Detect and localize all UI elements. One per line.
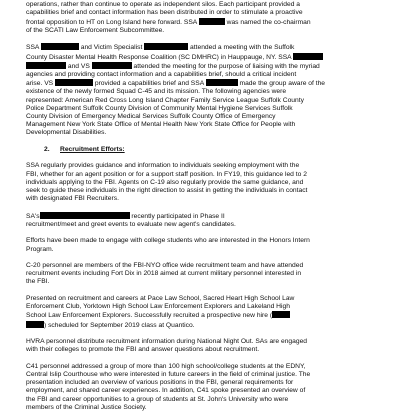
text-line: recently participated in Phase II <box>131 212 225 220</box>
redaction-bar <box>206 79 238 86</box>
text-line: School Law Enforcement Explorers. Successfully recruited a prospective new hire ( <box>26 312 273 320</box>
text-line: Police Department Suffolk County Division of Community Mental Hygiene Services Suffolk <box>26 104 293 112</box>
redaction-bar <box>40 212 130 219</box>
text-line: of the SCATI Law Enforcement Subcommittee. <box>26 26 165 34</box>
text-line: existence of the newly formed Squad C-45 and its mission. The following agencies were <box>26 88 287 96</box>
text-line: represented: American Red Cross Long Island Chapter Family Service League Suffolk County <box>26 96 304 104</box>
section-number: 2. <box>44 145 50 153</box>
document-page <box>26 0 382 420</box>
text-line: presentation included an overview of various positions in the FBI, general requirements for <box>26 379 294 387</box>
paragraph-hvra <box>26 338 382 354</box>
paragraph-dmhrc <box>26 43 382 137</box>
redaction-bar <box>55 79 93 86</box>
redaction-bar <box>26 62 66 69</box>
paragraph-c41 <box>26 363 382 412</box>
text-line: seek to guide these individuals in the right direction to assist in getting the individuals in contact <box>26 186 308 194</box>
redaction-bar <box>199 18 225 25</box>
text-line: individuals applying to the FBI. Agents on C-19 also regularly provide the same guidance, and <box>26 178 304 186</box>
text-line: the FBI and career opportunities to a group of students at St. John's University who were <box>26 395 289 403</box>
paragraph-phase-ii <box>26 212 382 229</box>
text-line: and Victim Specialist <box>80 44 143 52</box>
text-line: attended the meeting for the purpose of liaising with the myriad <box>133 62 320 70</box>
text-line: was named the co-chairman <box>226 18 311 26</box>
text-line: SA's <box>26 212 40 220</box>
text-line: made the group aware of the <box>239 80 326 88</box>
text-line: Program. <box>26 245 54 253</box>
text-line: the FBI. <box>26 278 50 286</box>
text-line: County Division of Emergency Medical Services Suffolk County Office of Emergency <box>26 112 276 120</box>
text-line: recruitment events including Fort Dix in 2018 aimed at current military personnel interested in <box>26 270 302 278</box>
text-line: frontal opposition to HT on Long Island here forward. SSA <box>26 18 197 26</box>
text-line: operations, rather than continue to operate as independent silos. Each participant provided a <box>26 1 300 9</box>
text-line: members of the Criminal Justice Society. <box>26 403 147 411</box>
redaction-bar <box>92 62 132 69</box>
section-title: Recruitment Efforts: <box>60 145 125 153</box>
redaction-bar <box>272 311 290 318</box>
text-line: Enforcement Club, Yorktown High School Law Enforcement Explorers and Lakeland High <box>26 303 290 311</box>
text-line: Efforts have been made to engage with college students who are interested in the Honors Intern <box>26 237 310 245</box>
redaction-bar <box>293 53 323 60</box>
text-line: Presented on recruitment and careers at Pace Law School, Sacred Heart High School Law <box>26 294 295 302</box>
text-line: with their colleges to promote the FBI and answer questions about recruitment. <box>26 346 260 354</box>
text-line: FBI, whether for an agent position or for a support staff position. In FY19, this guidance led to 2 <box>26 170 307 178</box>
paragraph-c20 <box>26 262 382 287</box>
text-line: arise. VS <box>26 80 54 88</box>
redaction-bar <box>144 43 188 50</box>
section-heading <box>44 146 382 154</box>
text-line: employment, and shared career experiences. In addition, C41 spoke presented an overview of <box>26 387 306 395</box>
paragraph-presentations <box>26 295 382 330</box>
text-line: recruitment/meet and greet events to evaluate new agent's candidates. <box>26 220 236 228</box>
paragraph-guidance <box>26 162 382 203</box>
text-line: capabilities brief and contact information has been distributed in order to stimulate a proactive <box>26 9 303 17</box>
text-line: Management New York State Office of Mental Health New York State Office for People with <box>26 121 296 129</box>
text-line: County Disaster Mental Health Response Coalition (SC DMHRC) in Hauppauge, NY. SSA <box>26 53 292 61</box>
redaction-bar <box>26 321 44 328</box>
text-line: Developmental Disabilities. <box>26 129 107 137</box>
text-line: with designated FBI Recruiters. <box>26 195 119 203</box>
paragraph-scati <box>26 0 382 35</box>
paragraph-honors-intern <box>26 237 382 253</box>
text-line: agencies and providing contact information and a capabilities brief, should a critical incident <box>26 70 297 78</box>
text-line: ) scheduled for September 2019 class at Quantico. <box>44 321 195 329</box>
text-line: attended a meeting with the Suffolk <box>190 44 295 52</box>
text-line: Central Islip Courthouse who were interested in future careers in the field of criminal justice. The <box>26 370 311 378</box>
text-line: C-20 personnel are members of the FBI-NYO office wide recruitment team and have attended <box>26 262 304 270</box>
text-line: C41 personnel addressed a group of more than 100 high school/college students at the EDNY, <box>26 362 306 370</box>
text-line: SSA <box>26 44 40 52</box>
text-line: and VS <box>67 62 90 70</box>
redaction-bar <box>41 43 79 50</box>
text-line: HVRA personnel distribute recruitment information during National Night Out. SAs are engaged <box>26 338 308 346</box>
text-line: SSA regularly provides guidance and information to individuals seeking employment with the <box>26 162 300 170</box>
text-line: provided a capabilities brief and SSA <box>94 80 204 88</box>
